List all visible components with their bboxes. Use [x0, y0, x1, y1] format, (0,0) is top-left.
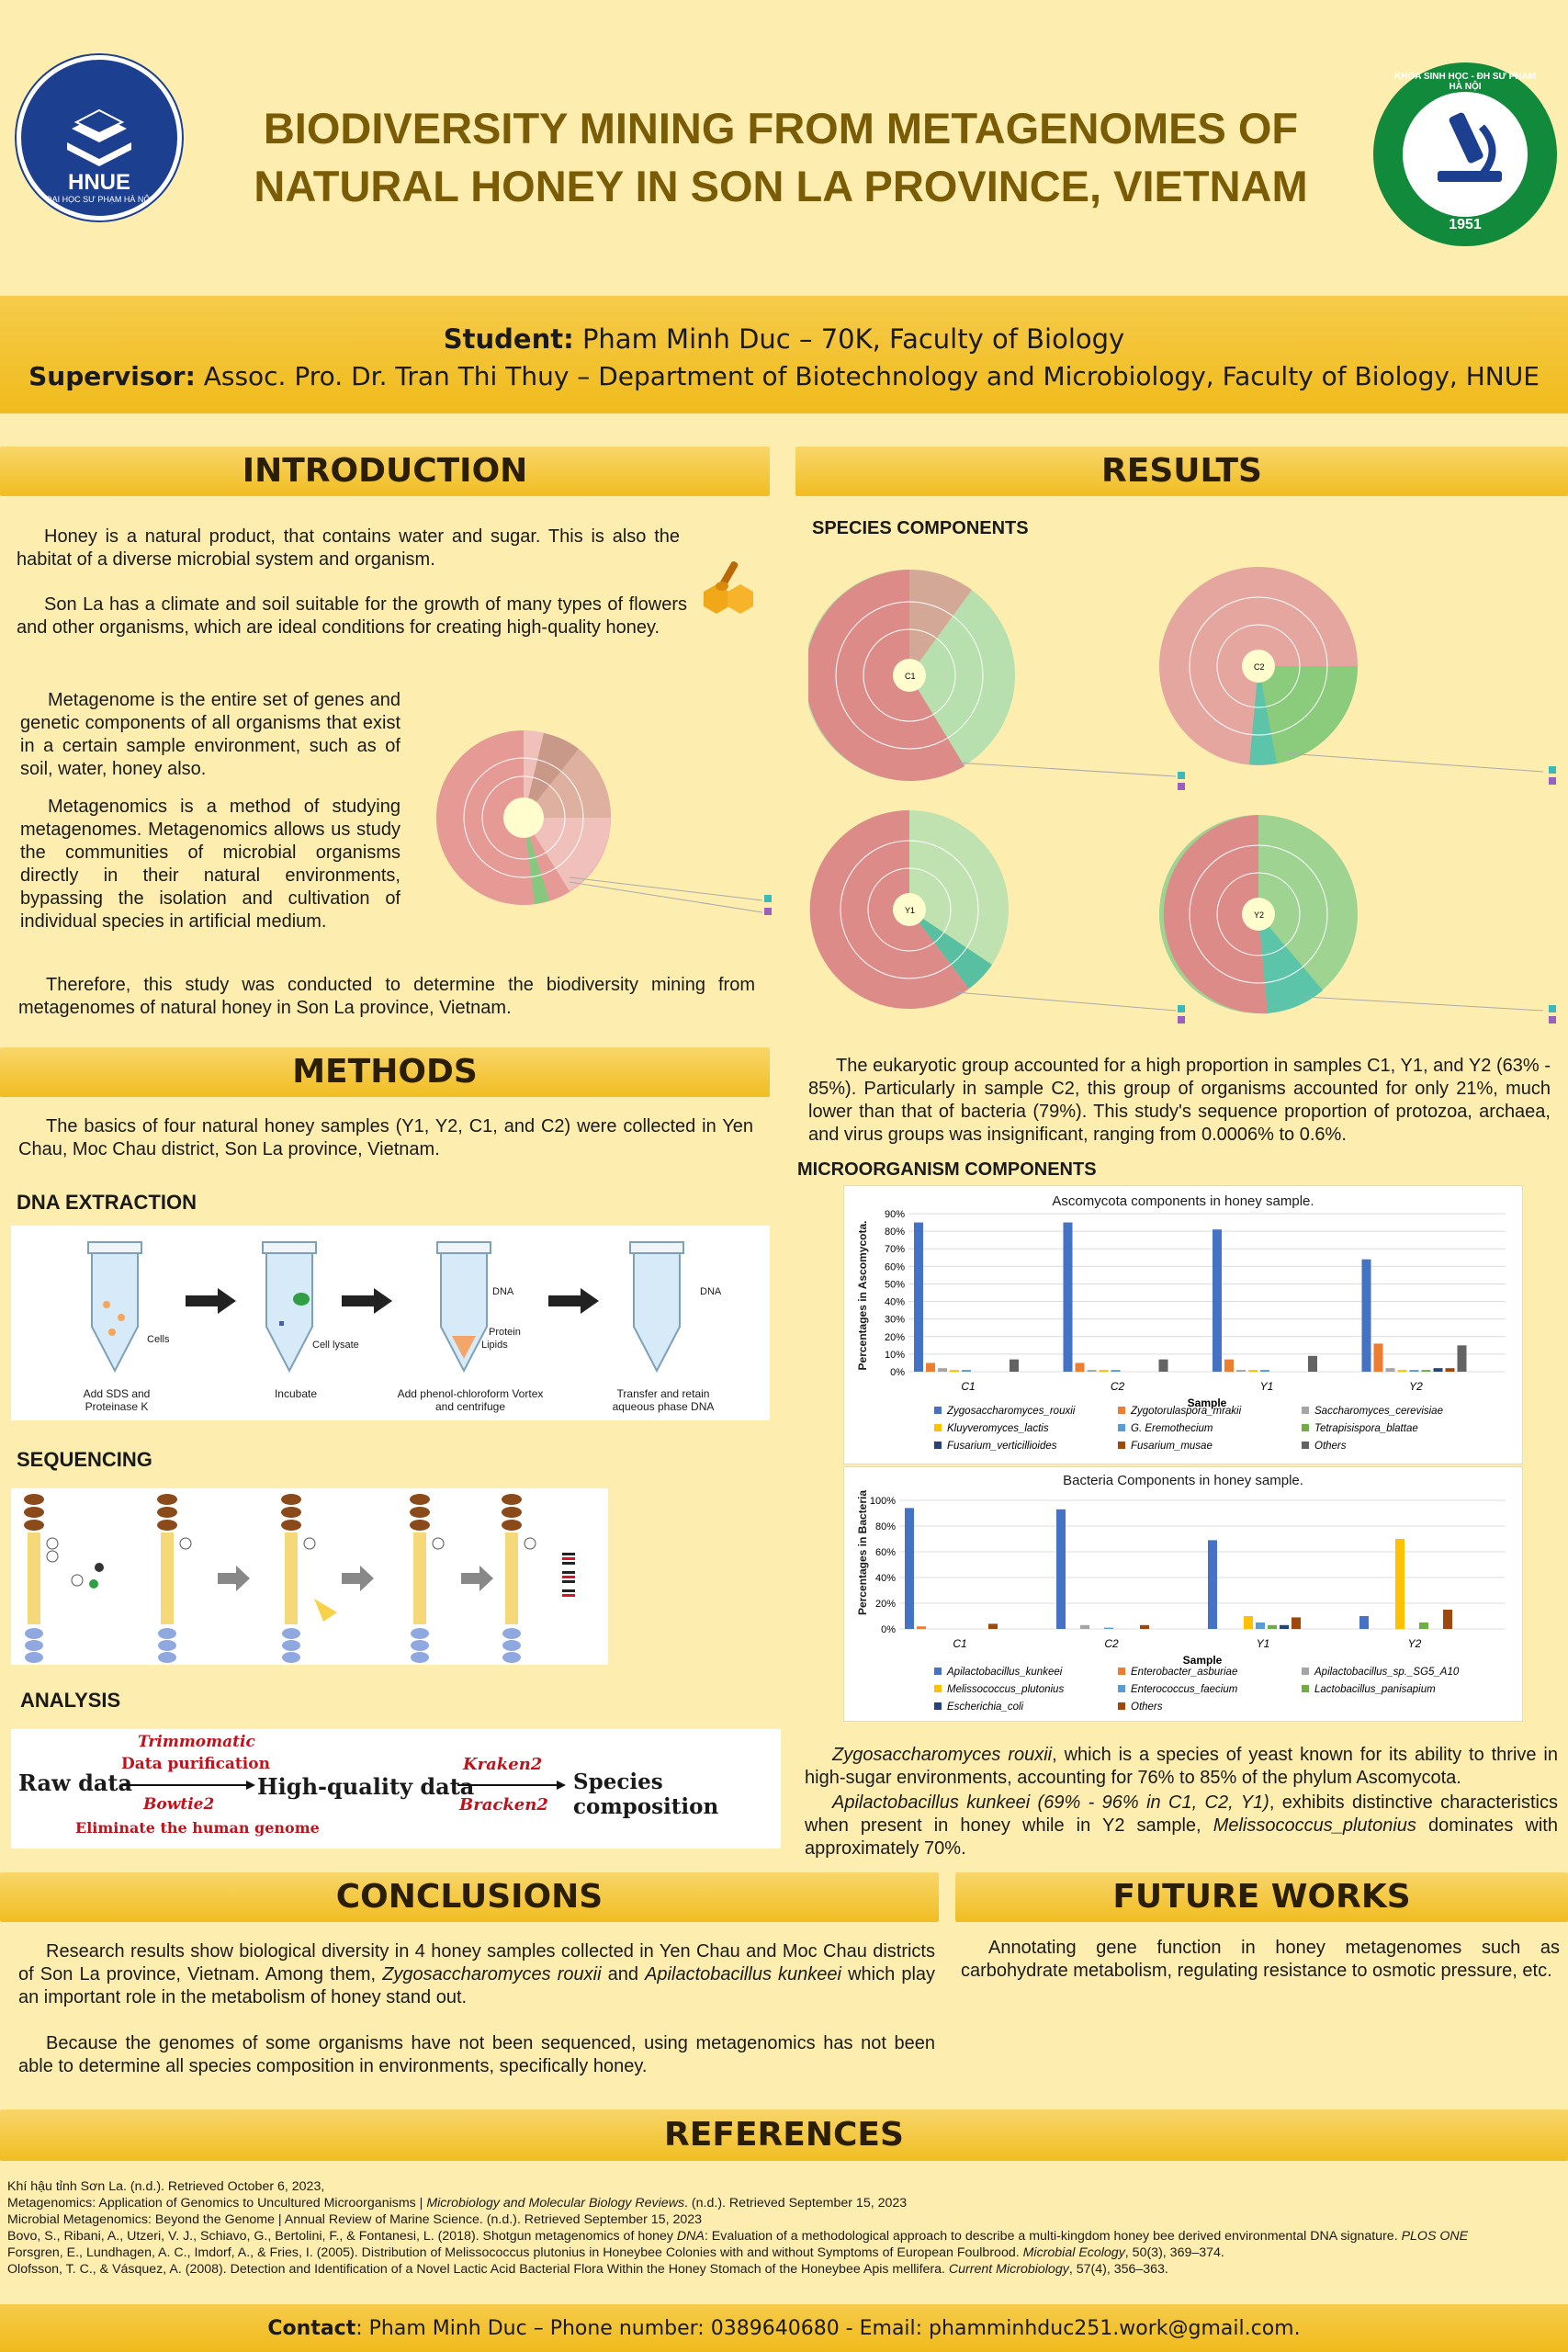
conclusions-p1 [18, 1940, 935, 2009]
krona-label-y2: Y2 [1254, 910, 1265, 920]
y-tick-label: 80% [874, 1521, 896, 1532]
bar [1076, 1363, 1085, 1372]
results-p3-text: , exhibits distinctive characteristics when present in honey while in Y2 sample, [805, 1792, 1558, 1836]
dna-label-lipids: Lipids [481, 1340, 508, 1351]
right-logo-year: 1951 [1449, 217, 1482, 232]
supervisor-label: Supervisor: [28, 361, 196, 391]
legend-swatch [934, 1442, 942, 1449]
intro-p3: Metagenome is the entire set of genes and genetic components of all organisms that exist in a certain sample environment, such as of soil, water, honey also. [20, 690, 400, 779]
analysis-tool-purification: Data purification [121, 1755, 270, 1773]
analysis-tool-human: Eliminate the human genome [75, 1819, 320, 1837]
bar [1308, 1356, 1317, 1372]
krona-label-c2: C2 [1254, 662, 1265, 672]
y-tick-label: 20% [874, 1599, 896, 1610]
y-tick-label: 30% [884, 1314, 905, 1326]
methods-title: METHODS [0, 1047, 770, 1097]
intro-p1: Honey is a natural product, that contains water and sugar. This is also the habitat of a diverse microbial system and organism. [17, 526, 680, 570]
legend-swatch [1118, 1442, 1125, 1449]
reference-4-a: Bovo, S., Ribani, A., Utzeri, V. J., Schiavo, G., Bertolini, F., & Fontanesi, L. (2018). Shotgun metagenomics of honey [7, 2229, 677, 2244]
x-tick-label: Y1 [1259, 1380, 1274, 1393]
conclusions-p1-species1: Zygosaccharomyces rouxii [382, 1964, 602, 1984]
analysis-arrow-1 [119, 1779, 257, 1792]
title-line-1: BIODIVERSITY MINING FROM METAGENOMES OF [263, 104, 1299, 153]
bar [1244, 1616, 1253, 1629]
reference-5-b: , 50(3), 369–374. [1124, 2245, 1224, 2260]
future-works-p1: Annotating gene function in honey metagenomes such as carbohydrate metabolism, regulating resistance to osmotic pressure, etc. [961, 1938, 1560, 1981]
y-tick-label: 80% [884, 1227, 905, 1238]
conclusions-p1-c: which play an important role in the metabolism of honey stand out. [18, 1964, 936, 2007]
legend-entry: Apilactobacillus_sp._SG5_A10 [1314, 1667, 1460, 1678]
sequencing-figure [11, 1488, 608, 1665]
reference-5-italic: Microbial Ecology [1022, 2245, 1125, 2260]
legend-entry: Fusarium_musae [1131, 1441, 1213, 1452]
reference-2-a: Metagenomics: Application of Genomics to Uncultured Microorganisms | [7, 2196, 427, 2211]
bar [1248, 1370, 1258, 1372]
legend-entry: Others [1314, 1441, 1347, 1452]
bar [1260, 1370, 1269, 1372]
supervisor-line [0, 361, 1568, 391]
conclusions-p2: Because the genomes of some organisms have not been sequenced, using metagenomics has not been able to determine all species composition in environments, specifically honey. [18, 2033, 935, 2076]
dna-step-1: Add SDS and Proteinase K [83, 1387, 151, 1413]
bar [1362, 1260, 1371, 1372]
bar [905, 1508, 914, 1629]
legend-swatch [934, 1668, 942, 1675]
bar [1224, 1360, 1234, 1372]
bar [1056, 1510, 1066, 1629]
legend-swatch [1302, 1685, 1309, 1692]
ascomycota-chart [843, 1185, 1523, 1464]
y-tick-label: 60% [874, 1547, 896, 1558]
bar [1236, 1370, 1246, 1372]
title-line-2: NATURAL HONEY IN SON LA PROVINCE, VIETNAM [254, 162, 1308, 210]
reference-1: Khí hậu tỉnh Sơn La. (n.d.). Retrieved October 6, 2023, [7, 2179, 325, 2194]
x-tick-label: Y2 [1407, 1637, 1422, 1650]
y-tick-label: 40% [874, 1573, 896, 1584]
sequencing-title: SEQUENCING [17, 1448, 152, 1471]
krona-y2 [1159, 815, 1556, 1023]
legend-swatch [1118, 1702, 1125, 1710]
bar [1064, 1223, 1073, 1372]
reference-6-b: , 57(4), 356–363. [1068, 2262, 1168, 2277]
ascomycota-ylabel: Percentages in Ascomycota. [856, 1220, 869, 1371]
dna-step-4: Transfer and retain aqueous phase DNA [612, 1387, 715, 1413]
left-logo-text: HNUE [67, 170, 130, 195]
intro-p5: Therefore, this study was conducted to determine the biodiversity mining from metagenomes of natural honey in Son La province, Vietnam. [18, 975, 755, 1018]
legend-entry: Zygosaccharomyces_rouxii [947, 1406, 1076, 1417]
results-p3-species2: Melissococcus_plutonius [1213, 1815, 1416, 1836]
krona-label-c1: C1 [905, 672, 916, 681]
bar [1446, 1368, 1455, 1372]
analysis-figure [11, 1729, 781, 1849]
bar [917, 1626, 926, 1629]
dna-extraction-title: DNA EXTRACTION [17, 1191, 197, 1214]
bar [1104, 1628, 1113, 1629]
legend-entry: Melissococcus_plutonius [947, 1684, 1065, 1695]
dna-extraction-figure [11, 1226, 770, 1420]
y-tick-label: 70% [884, 1244, 905, 1256]
bar [1419, 1623, 1428, 1629]
supervisor-name: Assoc. Pro. Dr. Tran Thi Thuy – Department of Biotechnology and Microbiology, Faculty of Biology, HNUE [203, 361, 1540, 391]
x-tick-label: C1 [961, 1380, 976, 1393]
intro-p4: Metagenomics is a method of studying metagenomes. Metagenomics allows us study the communities of microbial organisms directly in their natural environments, bypassing the isolation and cultivation of individual species in artificial medium. [20, 797, 400, 932]
krona-c1 [808, 570, 1185, 790]
results-p2-species: Zygosaccharomyces rouxii [832, 1745, 1053, 1765]
bar [1140, 1625, 1149, 1629]
right-logo-ring-text: KHOA SINH HỌC - ĐH SƯ PHẠM HÀ NỘI [1393, 72, 1537, 92]
bar [1292, 1617, 1301, 1629]
reference-4-italic: DNA [676, 2229, 705, 2244]
y-tick-label: 40% [884, 1296, 905, 1308]
x-axis-label: Sample [1187, 1396, 1227, 1409]
bar [926, 1363, 935, 1372]
bacteria-chart-plot [844, 1467, 1522, 1721]
bar [1422, 1370, 1431, 1372]
legend-entry: Escherichia_coli [947, 1702, 1024, 1713]
reference-4-journal: PLOS ONE [1401, 2229, 1469, 2244]
left-logo-ring-text: ĐẠI HỌC SƯ PHẠM HÀ NỘI [46, 195, 152, 204]
contact-line [0, 2317, 1568, 2340]
legend-entry: Saccharomyces_cerevisiae [1314, 1406, 1443, 1417]
bar [1359, 1616, 1369, 1629]
legend-swatch [934, 1407, 942, 1414]
dna-step-3: Add phenol-chloroform Vortex and centrifuge [397, 1387, 544, 1413]
bar [1159, 1360, 1168, 1372]
contact-label: Contact [267, 2317, 356, 2340]
analysis-hq-data: High-quality data [257, 1773, 475, 1800]
x-tick-label: Y1 [1256, 1637, 1270, 1650]
results-title: RESULTS [795, 447, 1568, 496]
reference-5-a: Forsgren, E., Lundhagen, A. C., Imdorf, A., & Fries, I. (2005). Distribution of Melissococcus plutonius in Honeybee Colonies with and without Symptoms of European Foulbrood. [7, 2245, 1023, 2260]
legend-swatch [934, 1424, 942, 1431]
legend-entry: Apilactobacillus_kunkeei [947, 1667, 1063, 1678]
reference-2 [7, 2196, 1560, 2211]
reference-4-b: : Evaluation of a methodological approach to describe a multi-kingdom honey bee derived environmental DNA signature. [704, 2229, 1402, 2244]
y-tick-label: 100% [869, 1496, 896, 1507]
dna-label-dna: DNA [492, 1286, 514, 1297]
legend-swatch [1118, 1424, 1125, 1431]
conclusions-p1-species2: Apilactobacillus kunkeei [645, 1964, 841, 1984]
bar [1434, 1368, 1443, 1372]
bar [1088, 1370, 1097, 1372]
conclusions-p1-b: and [601, 1964, 646, 1984]
methods-p1: The basics of four natural honey samples (Y1, Y2, C1, and C2) were collected in Yen Chau, Moc Chau district, Son La province, Vietnam. [18, 1116, 753, 1159]
bar [950, 1370, 959, 1372]
microorganism-components-title: MICROORGANISM COMPONENTS [797, 1159, 1097, 1180]
student-name: Pham Minh Duc – 70K, Faculty of Biology [581, 323, 1125, 355]
bar [988, 1623, 998, 1629]
analysis-tool-trimmomatic: Trimmomatic [138, 1733, 255, 1751]
bar [1395, 1539, 1404, 1629]
ascomycota-chart-title: Ascomycota components in honey sample. [1052, 1193, 1314, 1209]
results-p3-species: Apilactobacillus kunkeei (69% - 96% in C1, C2, Y1) [832, 1792, 1269, 1813]
bar [1080, 1625, 1089, 1629]
results-p1: The eukaryotic group accounted for a high proportion in samples C1, Y1, and Y2 (63% - 85%). Particularly in sample C2, this group of organisms accounted for only 21%, much lower than that of bacteria (79%). This study's sequence proportion of protozoa, archaea, and virus groups was insignificant, ranging from 0.0006% to 0.6%. [808, 1056, 1551, 1145]
bar [1111, 1370, 1121, 1372]
results-p3-end: dominates with approximately 70%. [805, 1815, 1558, 1859]
y-tick-label: 50% [884, 1279, 905, 1291]
ascomycota-chart-plot [844, 1186, 1522, 1464]
dna-label-dna2: DNA [700, 1286, 722, 1297]
reference-2-italic: Microbiology and Molecular Biology Reviews [426, 2196, 685, 2211]
results-p2-text: , which is a species of yeast known for its ability to thrive in high-sugar environments, accounting for 76% to 85% of the phylum Ascomycota. [805, 1745, 1558, 1788]
x-tick-label: C2 [1104, 1637, 1119, 1650]
x-tick-label: Y2 [1409, 1380, 1423, 1393]
krona-label-y1: Y1 [905, 906, 916, 915]
right-logo [1373, 62, 1557, 246]
krona-chart-intro [432, 726, 772, 923]
bar [938, 1368, 947, 1372]
reference-5 [7, 2245, 1560, 2261]
analysis-tool-bracken2: Bracken2 [459, 1795, 548, 1815]
bar [1443, 1610, 1452, 1629]
bar [1386, 1368, 1395, 1372]
y-tick-label: 0% [890, 1367, 905, 1378]
bar [1100, 1370, 1109, 1372]
y-tick-label: 20% [884, 1331, 905, 1343]
bacteria-chart-title: Bacteria Components in honey sample. [1063, 1473, 1303, 1488]
student-line [0, 323, 1568, 355]
bar [1256, 1623, 1265, 1629]
bar [1280, 1625, 1289, 1629]
legend-swatch [1118, 1407, 1125, 1414]
conclusions-p1-a: Research results show biological diversity in 4 honey samples collected in Yen Chau and Moc Chau districts of Son La province, Vietnam. Among them, [18, 1941, 935, 1984]
reference-6-a: Olofsson, T. C., & Vásquez, A. (2008). Detection and Identification of a Novel Lactic Acid Bacterial Flora Within the Honey Stomach of the Honeybee Apis mellifera. [7, 2262, 949, 2277]
dna-label-lysate: Cell lysate [312, 1340, 359, 1351]
results-p2 [805, 1744, 1558, 1790]
bar [1010, 1360, 1019, 1372]
legend-entry: Enterococcus_faecium [1131, 1684, 1238, 1695]
references-title: REFERENCES [0, 2109, 1568, 2161]
bacteria-ylabel: Percentages in Bacteria [856, 1489, 869, 1616]
analysis-title: ANALYSIS [20, 1689, 121, 1712]
legend-swatch [1302, 1424, 1309, 1431]
bar [962, 1370, 971, 1372]
results-p3 [805, 1792, 1558, 1860]
legend-entry: Others [1131, 1702, 1163, 1713]
legend-swatch [1118, 1668, 1125, 1675]
analysis-raw-data: Raw data [18, 1770, 133, 1796]
bar [1398, 1370, 1407, 1372]
analysis-arrow-2 [456, 1779, 568, 1792]
x-axis-label: Sample [1182, 1654, 1223, 1667]
legend-swatch [934, 1685, 942, 1692]
conclusions-title: CONCLUSIONS [0, 1872, 939, 1922]
intro-p2: Son La has a climate and soil suitable for the growth of many types of flowers and other organisms, which are ideal conditions for creating high-quality honey. [17, 594, 687, 638]
legend-entry: Zygotorulaspora_mrakii [1131, 1406, 1242, 1417]
authors-band [0, 296, 1568, 413]
dna-step-2: Incubate [274, 1387, 318, 1400]
reference-3: Microbial Metagenomics: Beyond the Genome | Annual Review of Marine Science. (n.d.). Retrieved September 15, 2023 [7, 2212, 703, 2227]
dna-label-protein: Protein [489, 1327, 521, 1338]
x-tick-label: C2 [1110, 1380, 1125, 1393]
legend-entry: Enterobacter_asburiae [1131, 1667, 1238, 1678]
bar [1410, 1370, 1419, 1372]
left-logo [17, 55, 182, 220]
legend-swatch [1302, 1442, 1309, 1449]
y-tick-label: 90% [884, 1209, 905, 1220]
legend-entry: G. Eremothecium [1131, 1423, 1213, 1434]
analysis-tool-kraken2: Kraken2 [463, 1755, 543, 1774]
x-tick-label: C1 [953, 1637, 967, 1650]
bar [1213, 1229, 1222, 1372]
student-label: Student: [443, 323, 574, 355]
dna-label-cells: Cells [147, 1334, 170, 1345]
reference-2-b: . (n.d.). Retrieved September 15, 2023 [684, 2196, 908, 2211]
analysis-species-composition: Species composition [573, 1770, 719, 1819]
legend-swatch [1302, 1668, 1309, 1675]
y-tick-label: 0% [881, 1624, 896, 1635]
analysis-tool-bowtie2: Bowtie2 [143, 1795, 215, 1814]
legend-swatch [934, 1702, 942, 1710]
legend-swatch [1118, 1685, 1125, 1692]
legend-entry: Tetrapisispora_blattae [1314, 1423, 1418, 1434]
bar [1458, 1345, 1467, 1372]
krona-y1 [810, 810, 1185, 1023]
krona-c2 [1159, 567, 1556, 785]
y-tick-label: 60% [884, 1261, 905, 1273]
legend-swatch [1302, 1407, 1309, 1414]
honey-icon [696, 555, 761, 619]
reference-6 [7, 2262, 1560, 2278]
bar [1268, 1625, 1277, 1629]
legend-entry: Fusarium_verticillioides [947, 1441, 1057, 1452]
legend-entry: Kluyveromyces_lactis [947, 1423, 1049, 1434]
reference-4 [7, 2229, 1560, 2245]
bar [914, 1223, 923, 1372]
reference-6-italic: Current Microbiology [948, 2262, 1069, 2277]
krona-charts [808, 542, 1562, 1047]
bacteria-chart [843, 1466, 1523, 1722]
y-tick-label: 10% [884, 1349, 905, 1361]
bar [1374, 1343, 1383, 1372]
bar [1208, 1540, 1217, 1629]
introduction-title: INTRODUCTION [0, 447, 770, 496]
future-works-title: FUTURE WORKS [955, 1872, 1568, 1922]
contact-text: : Pham Minh Duc – Phone number: 0389640680 - Email: phamminhduc251.work@gmail.com. [355, 2317, 1301, 2340]
legend-entry: Lactobacillus_panisapium [1314, 1684, 1436, 1695]
species-components-title: SPECIES COMPONENTS [812, 518, 1029, 538]
